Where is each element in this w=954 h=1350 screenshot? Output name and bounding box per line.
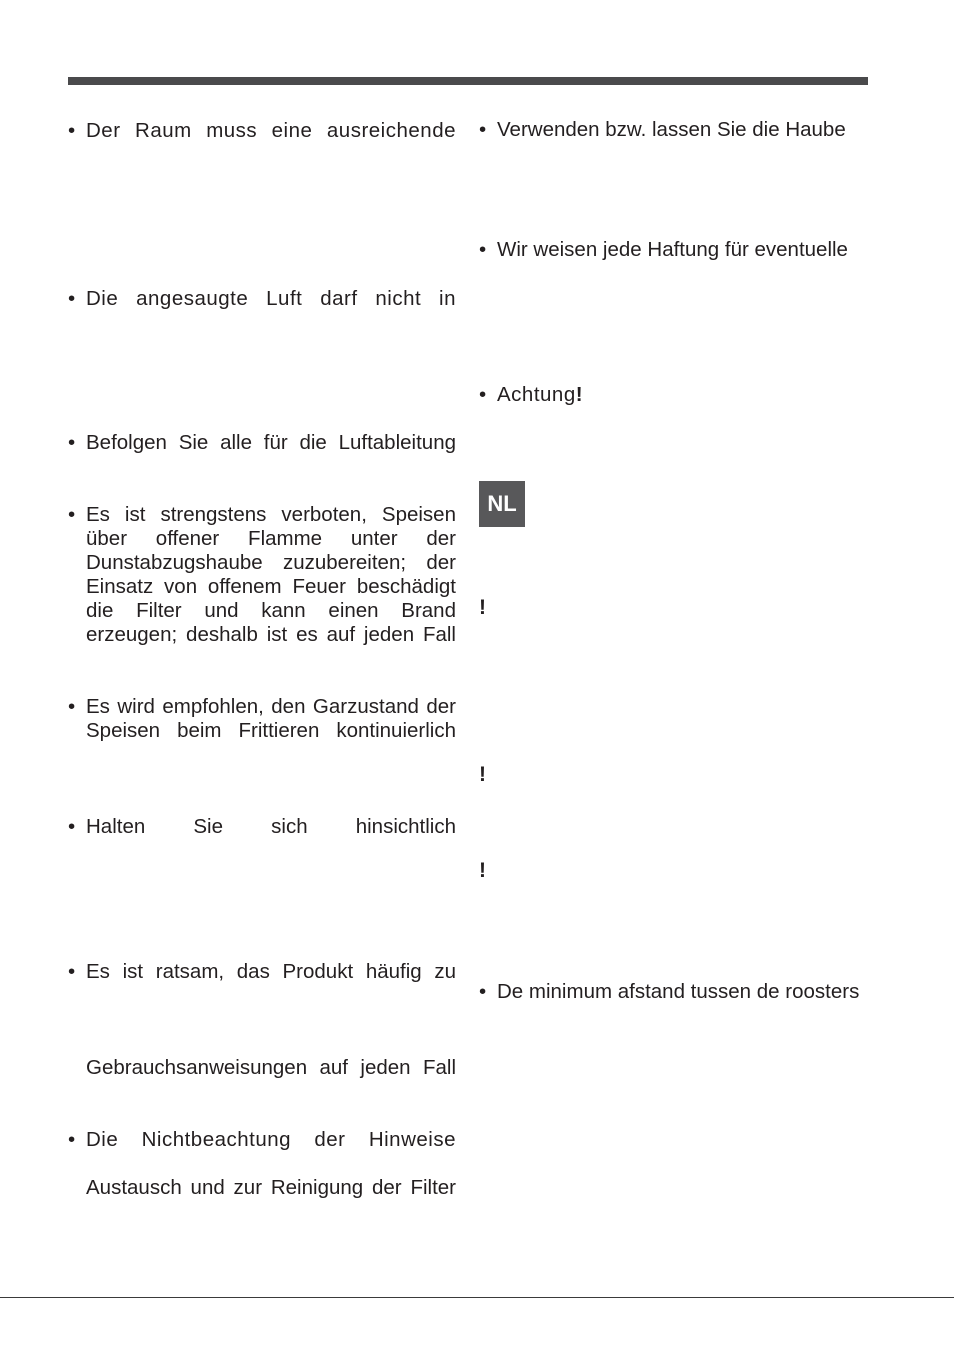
paragraph-line: Halten Sie sich hinsichtlich	[86, 815, 456, 838]
paragraph-line	[497, 383, 867, 407]
list-item	[479, 118, 867, 142]
paragraph-line: Austausch und zur Reinigung der Filter	[86, 1176, 456, 1199]
paragraph-line: Dunstabzugshaube zuzubereiten; der	[86, 551, 456, 574]
list-item	[68, 815, 456, 839]
list-item	[479, 383, 867, 407]
paragraph-continuation	[68, 1176, 456, 1200]
paragraph-line: die Filter und kann einen Brand	[86, 599, 456, 622]
paragraph-line: Die Nichtbeachtung der Hinweise	[86, 1128, 456, 1151]
bullet: •	[479, 980, 487, 1003]
paragraph-line: Befolgen Sie alle für die Luftableitung	[86, 431, 456, 454]
exclamation-icon: !	[479, 859, 486, 882]
list-item	[68, 287, 456, 311]
bullet: •	[68, 503, 76, 526]
paragraph-line: Einsatz von offenem Feuer beschädigt	[86, 575, 456, 598]
paragraph-line: Verwenden bzw. lassen Sie die Haube	[497, 118, 846, 141]
paragraph-continuation	[68, 1056, 456, 1080]
list-item	[479, 238, 867, 262]
list-item	[68, 695, 456, 743]
bullet: •	[68, 695, 76, 718]
paragraph-line: Es ist ratsam, das Produkt häufig zu	[86, 960, 456, 983]
header-rule	[68, 77, 868, 85]
bullet: •	[68, 1128, 76, 1151]
paragraph-line: Gebrauchsanweisungen auf jeden Fall	[86, 1056, 456, 1079]
paragraph-line: über offener Flamme unter der	[86, 527, 456, 550]
list-item	[479, 980, 867, 1004]
bullet: •	[479, 238, 487, 261]
bullet: •	[68, 119, 76, 142]
paragraph-line: De minimum afstand tussen de roosters	[497, 980, 860, 1003]
list-item	[68, 119, 456, 143]
language-badge: NL	[479, 481, 525, 527]
paragraph-line: erzeugen; deshalb ist es auf jeden Fall	[86, 623, 456, 646]
list-item	[68, 503, 456, 647]
list-item	[68, 431, 456, 455]
bullet: •	[68, 960, 76, 983]
list-item	[68, 1128, 456, 1152]
warning-label: Achtung	[497, 383, 576, 406]
bullet: •	[68, 287, 76, 310]
paragraph-line: Speisen beim Frittieren kontinuierlich	[86, 719, 456, 742]
bullet: •	[479, 383, 487, 406]
exclamation-icon: !	[479, 596, 486, 619]
bullet: •	[479, 118, 487, 141]
exclamation-icon: !	[575, 383, 583, 406]
bullet: •	[68, 815, 76, 838]
exclamation-icon: !	[479, 763, 486, 786]
paragraph-line: Der Raum muss eine ausreichende	[86, 119, 456, 142]
list-item	[68, 960, 456, 984]
paragraph-line: Die angesaugte Luft darf nicht in	[86, 287, 456, 310]
bullet: •	[68, 431, 76, 454]
footer-rule	[0, 1297, 954, 1298]
paragraph-line: Es wird empfohlen, den Garzustand der	[86, 695, 456, 718]
paragraph-line: Wir weisen jede Haftung für eventuelle	[497, 238, 848, 261]
paragraph-line: Es ist strengstens verboten, Speisen	[86, 503, 456, 526]
